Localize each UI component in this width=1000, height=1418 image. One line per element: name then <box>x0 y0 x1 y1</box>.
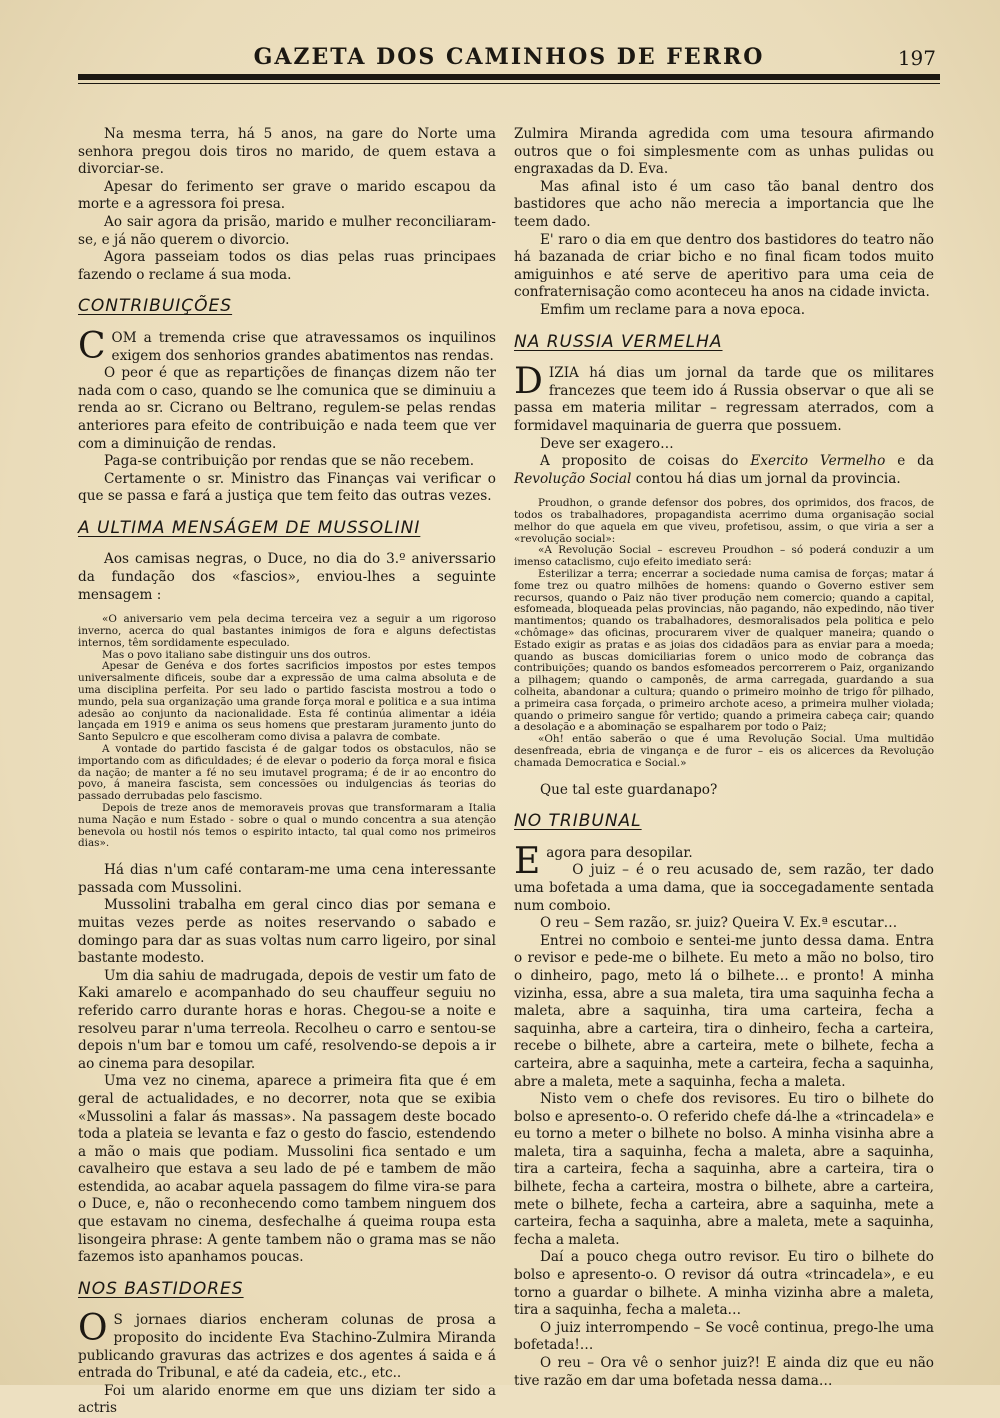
paragraph-text: IZIA há dias um jornal da tarde que os militares francezes que teem ido á Russia observar o que ali se passa em materia militar – regressam aterrados, com a formidavel maquinaria de guerra que possuem. <box>514 365 934 434</box>
right-column <box>514 126 934 1390</box>
paragraph: Na mesma terra, há 5 anos, na gare do Norte uma senhora pregou dois tiros no marido, de quem estava a divorciar-se. <box>78 126 496 178</box>
paragraph: O peor é que as repartições de finanças dizem não ter nada com o caso, quando se lhe comunica que se diminuiu a renda ao sr. Cicrano ou Beltrano, regulem-se pelas rendas anteriores para efeito de contribuição e nada teem que ver com a diminuição de rendas. <box>78 365 496 452</box>
paragraph <box>514 840 934 882</box>
paragraph: Daí a pouco chega outro revisor. Eu tiro o bilhete do bolso e apresento-o. O revisor dá outra «trincadela», e eu torno a guardar o bilhete. A minha vizinha abre a maleta, tira a saquinha, fecha a maleta… <box>514 1249 934 1319</box>
paragraph: O juiz – é o reu acusado de, sem razão, ter dado uma bofetada a uma dama, que ia soccegadamente sentada num comboio. <box>514 862 934 914</box>
paragraph: O reu – Sem razão, sr. juiz? Queira V. Ex.ª escutar… <box>540 915 898 932</box>
section-heading-contribuicoes: CONTRIBUIÇÕES <box>78 296 233 317</box>
paragraph: Foi um alarido enorme em que uns diziam ter sido a actris <box>78 1382 496 1417</box>
left-column <box>78 126 496 1418</box>
paragraph: E' raro o dia em que dentro dos bastidores do teatro não há bazanada de criar bicho e no final ficam todos muito amiguinhos e até serve de aperitivo para uma ceia de confraternisação como aconteceu ha anos na cidade invicta. <box>514 231 934 301</box>
page-number: 197 <box>897 46 936 70</box>
paragraph: O reu – Ora vê o senhor juiz?! E ainda diz que eu não tive razão em dar uma bofetada nessa dama… <box>514 1355 934 1389</box>
drop-cap: D <box>514 361 543 403</box>
paragraph: Mas afinal isto é um caso tão banal dentro dos bastidores que acho não merecia a importancia que lhe teem dado. <box>514 178 934 230</box>
text-run: contou há dias um jornal da provincia. <box>631 470 901 487</box>
paragraph: Aos camisas negras, o Duce, no dia do 3.º aniverssario da fundação dos «fascios», enviou-lhes a seguinte mensagem : <box>78 551 496 603</box>
quote-paragraph: Depois de treze anos de memoraveis provas que transformaram a Italia numa Nação e num Estado - sobre o qual o mundo concentra a sua atenção benevola ou hostil nós temos o espirito intacto, tal qual como nos primeiros dias». <box>78 802 496 850</box>
section-heading-tribunal: NO TRIBUNAL <box>514 811 642 832</box>
paragraph: Que tal este guardanapo? <box>540 781 718 798</box>
text-run: A proposito de coisas do <box>540 453 751 470</box>
quote-paragraph: «Oh! então saberão o que é uma Revolução Social. Uma multidão desenfreada, ebria de vingança e de furor – eis os alicerces da Revolução chamada Democratica e Social.» <box>514 733 934 769</box>
italic-text: Revolução Social <box>514 470 632 487</box>
paragraph: Certamente o sr. Ministro das Finanças vai verificar o que se passa e fará a justiça que tem feito das outras vezes. <box>78 470 496 505</box>
paragraph: Uma vez no cinema, aparece a primeira fita que é em geral de actualidades, e no decorrer, nota que se exibia «Mussolini a falar ás massas». Na passagem deste bocado toda a plateia se levanta e faz o gesto do fascio, estendendo a mão o mais que podiam. Mussolini fica sentado e um cavalheiro que estava a seu lado de pé e tambem de mão estendida, ao acabar aquela passagem do filme vira-se para o Duce, e, não o reconhecendo como tambem ninguem dos que estavam no cinema, desfechalhe á queima roupa esta lisongeira phrase: A gente tambem não o grama mas se não fazemos isto apanhamos poucas. <box>78 1073 496 1266</box>
quoted-message <box>78 614 496 850</box>
header-rule-thick <box>78 74 940 80</box>
italic-text: Exercito Vermelho <box>750 453 886 470</box>
paragraph: Há dias n'um café contaram-me uma cena interessante passada com Mussolini. <box>78 862 496 896</box>
paragraph <box>514 361 934 435</box>
quote-paragraph: Esterilizar a terra; encerrar a sociedade numa camisa de forças; matar á fome trez ou quatro milhões de homens: quando o Governo estiver sem recursos, quando o Paiz não tiver produção nem comercio; quando a capital, esfomeada, bloqueada pelas provincias, não pagando, não expedindo, não tiver mantimentos; quando os trabalhadores, desmoralisados pela politica e pelo «chômage» das oficinas, procurarem viver de qualquer maneira; quando o Estado exigir as pratas e as joias dos cidadãos para as enviar para a moeda; quando as buscas domiciliarias forem o unico modo de cobrança das contribuições; quando os bandos esfomeados percorrerem o Paiz, organizando a pilhagem; quando o camponês, de arma carregada, guardando a sua colheita, abandonar a cultura; quando o primeiro moinho de trigo fôr pilhado, a primeira casa forçada, o primeiro archote aceso, a primeira mulher violada; quando o primeiro sangue fôr vertido; quando a primeira cabeça cair; quando a desolação e a abominação se espalharem por todo o Paiz; <box>514 568 934 734</box>
masthead-title: GAZETA DOS CAMINHOS DE FERRO <box>253 44 765 70</box>
paragraph: Ao sair agora da prisão, marido e mulher reconciliaram-se, e já não querem o divorcio. <box>78 213 496 248</box>
quote-paragraph: A vontade do partido fascista é de galgar todos os obstaculos, não se importando com as dificuldades; é de elevar o poderio da força moral e fisica da nação; de manter a fé no seu imutavel programa; é de ir ao encontro do povo, á maneira fascista, sem concessões ou indulgencias ás teorias do passado derrubadas pelo fascismo. <box>78 743 496 803</box>
section-heading-russia: NA RUSSIA VERMELHA <box>514 331 723 352</box>
text-run: e da <box>885 453 934 470</box>
paragraph-text: S jornaes diarios encheram colunas de prosa a proposito do incidente Eva Stachino-Zulmira Miranda publicando gravuras das actrizes e dos agentes á saida e á entrada do Tribunal, e até da cadeia, etc., etc.. <box>78 1312 496 1382</box>
quote-paragraph: Proudhon, o grande defensor dos pobres, dos oprimidos, dos fracos, de todos os trabalhadores, propagandista acerrimo duma organisação social melhor do que aquela em que viveu, profetisou, assim, o que viria a ser a «revolução social»: <box>514 497 934 545</box>
paragraph: Paga-se contribuição por rendas que se não recebem. <box>104 453 475 470</box>
drop-cap: C <box>78 325 106 367</box>
drop-cap: E <box>514 840 541 882</box>
paragraph: O juiz interrompendo – Se você continua, prego-lhe uma bofetada!… <box>514 1319 934 1354</box>
paragraph: Emfim um reclame para a nova epoca. <box>540 301 806 318</box>
paragraph <box>78 325 496 367</box>
quote-paragraph: Mas o povo italiano sabe distinguir uns dos outros. <box>102 648 371 661</box>
paragraph: Entrei no comboio e sentei-me junto dessa dama. Entra o revisor e pede-me o bilhete. Eu meto a mão no bolso, tiro o dinheiro, pago, meto lá o bilhete… e pronto! A minha vizinha, essa, abre a sua maleta, tira uma saquinha fecha a maleta, abre a saquinha, tira uma carteira, fecha a saquinha, abre a carteira, tira o dinheiro, fecha a carteira, recebe o bilhete, abre a carteira, mete o bilhete, fecha a carteira, abre a saquinha, mete a carteira, fecha a saquinha, abre a maleta, mete a saquinha, fecha a maleta. <box>514 932 934 1090</box>
quoted-text <box>514 498 934 769</box>
section-heading-mussolini: A ULTIMA MENSÁGEM DE MUSSOLINI <box>78 517 421 538</box>
paragraph-text: OM a tremenda crise que atravessamos os inquilinos exigem dos senhorios grandes abatimentos nas rendas. <box>111 329 496 364</box>
paragraph: Deve ser exagero… <box>540 435 674 452</box>
paragraph: Um dia sahiu de madrugada, depois de vestir um fato de Kaki amarelo e acompanhado do seu chauffeur seguiu no referido carro durante horas e horas. Chegou-se a noite e resolveu parar n'uma terreola. Recolheu o carro e sentou-se depois n'um bar e tomou um café, resolvendo-se depois a ir ao cinema para desopilar. <box>78 967 496 1072</box>
paragraph-text: agora para desopilar. <box>546 844 693 861</box>
paragraph: Zulmira Miranda agredida com uma tesoura afirmando outros que o foi simplesmente com as unhas pulidas ou engraxadas da D. Eva. <box>514 126 934 178</box>
quote-paragraph: Apesar de Genéva e dos fortes sacrificios impostos por estes tempos universalmente dificeis, soube dar a expressão de uma calma absoluta e de uma disciplina perfeita. Por seu lado o partido fascista mostrou a todo o mundo, pela sua organização uma grande força moral e politica e a sua intima adesão ao conjunto da nacionalidade. Esta fé continúa alimentar a idéia lançada em 1919 e anima os seus homens que prestaram juramento junto do Santo Sepulcro e que escolheram como divisa a palavra de combate. <box>78 660 496 744</box>
quote-paragraph: «O aniversario vem pela decima terceira vez a seguir a um rigoroso inverno, acerca do qual bastantes inimigos de fora e alguns defectistas internos, têm sordidamente especulado. <box>78 613 496 649</box>
quote-paragraph: «A Revolução Social – escreveu Proudhon – só poderá conduzir a um imenso cataclismo, cujo efeito imediato será: <box>514 544 934 569</box>
paragraph <box>514 453 934 488</box>
paragraph: Apesar do ferimento ser grave o marido escapou da morte e a agressora foi presa. <box>78 178 496 213</box>
section-heading-bastidores: NOS BASTIDORES <box>78 1278 244 1299</box>
paragraph: Agora passeiam todos os dias pelas ruas principaes fazendo o reclame á sua moda. <box>78 249 496 283</box>
paragraph: Mussolini trabalha em geral cinco dias por semana e muitas vezes perde as noites reservando o sabado e domingo para dar as suas voltas num carro ligeiro, por sinal bastante modesto. <box>78 897 496 967</box>
drop-cap: O <box>78 1308 108 1350</box>
paragraph <box>78 1308 496 1382</box>
paragraph: Nisto vem o chefe dos revisores. Eu tiro o bilhete do bolso e apresento-o. O referido chefe dá-lhe a «trincadela» e eu torno a meter o bilhete no bolso. A minha visinha abre a maleta, tira a saquinha, fecha a maleta, abre a saquinha, tira a carteira, fecha a saquinha, abre a carteira, tira o bilhete, fecha a carteira, mostra o bilhete, abre a carteira, mete o bilhete, fecha a carteira, abre a saquinha, mete a carteira, fecha a saquinha, abre a maleta, mete a saquinha, fecha a maleta. <box>514 1091 934 1248</box>
header-rule-thin <box>78 83 940 84</box>
page-header <box>78 38 940 74</box>
